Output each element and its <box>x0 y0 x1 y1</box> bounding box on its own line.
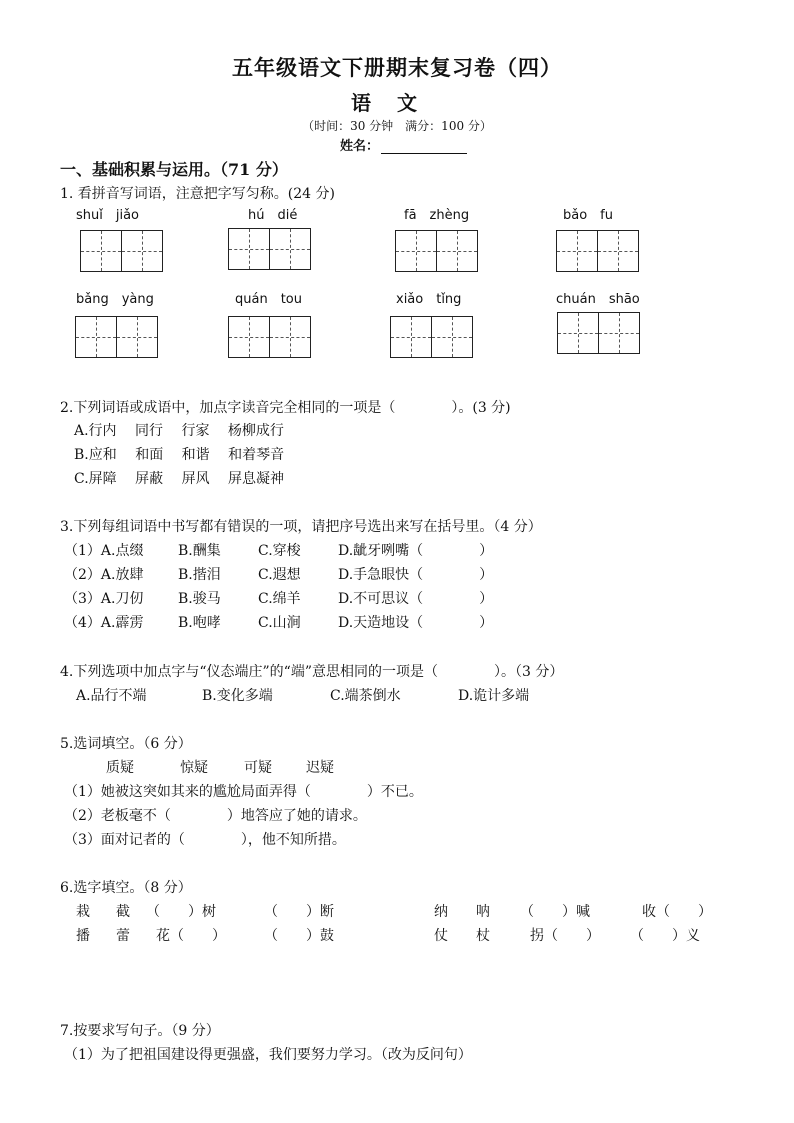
q6-char-6: 蕾 <box>116 928 130 944</box>
q4-prompt: 4.下列选项中加点字与“仪态端庄”的“端”意思相同的一项是（ ）。（3 分） <box>60 664 564 680</box>
q6-prompt: 6.选字填空。（8 分） <box>60 880 192 896</box>
q6-blank-3[interactable]: （ ）喊 <box>520 904 590 920</box>
q6-blank-4[interactable]: 收（ ） <box>642 904 712 920</box>
writing-grid-3[interactable] <box>395 230 478 272</box>
q5-prompt: 5.选词填空。（6 分） <box>60 736 192 752</box>
q3-row-1-d[interactable]: D.龇牙咧嘴（ ） <box>338 543 494 559</box>
pinyin-6: quán tou <box>235 292 302 307</box>
q6-char-4: 呐 <box>476 904 490 920</box>
writing-grid-6[interactable] <box>228 316 311 358</box>
pinyin-8: chuán shāo <box>556 292 640 307</box>
pinyin-1: shuǐ jiǎo <box>76 208 140 223</box>
q6-blank-7[interactable]: 拐（ ） <box>530 928 600 944</box>
writing-grid-8[interactable] <box>557 312 640 354</box>
q3-row-4-d[interactable]: D.天造地设（ ） <box>338 615 494 631</box>
q6-blank-2[interactable]: （ ）断 <box>264 904 334 920</box>
q4-option-d[interactable]: D.诡计多端 <box>458 688 530 704</box>
name-row <box>340 135 467 154</box>
pinyin-4: bǎo fu <box>563 208 613 223</box>
writing-grid-7[interactable] <box>390 316 473 358</box>
pinyin-2: hú dié <box>248 208 298 223</box>
writing-grid-2[interactable] <box>228 228 311 270</box>
writing-grid-1[interactable] <box>80 230 163 272</box>
q3-row-2-d[interactable]: D.手急眼快（ ） <box>338 567 494 583</box>
pinyin-5: bǎng yàng <box>76 292 154 307</box>
q6-blank-5[interactable]: 花（ ） <box>156 928 226 944</box>
writing-grid-4[interactable] <box>556 230 639 272</box>
q5-word-4: 迟疑 <box>306 760 334 776</box>
q7-prompt: 7.按要求写句子。（9 分） <box>60 1023 220 1039</box>
q2-option-a[interactable]: A.行内 同行 行家 杨柳成行 <box>74 423 284 439</box>
q6-char-2: 截 <box>116 904 130 920</box>
q3-row-3-d[interactable]: D.不可思议（ ） <box>338 591 494 607</box>
q6-blank-6[interactable]: （ ）鼓 <box>264 928 334 944</box>
q6-char-3: 纳 <box>434 904 448 920</box>
q3-row-4-c: C.山涧 <box>258 615 301 631</box>
q3-row-1-c: C.穿梭 <box>258 543 301 559</box>
q5-word-3: 可疑 <box>244 760 272 776</box>
q7-sentence-1: （1）为了把祖国建设得更强盛，我们要努力学习。（改为反问句） <box>64 1047 472 1063</box>
q6-char-5: 播 <box>76 928 90 944</box>
q6-char-1: 栽 <box>76 904 90 920</box>
q3-prompt: 3.下列每组词语中书写都有错误的一项，请把序号选出来写在括号里。（4 分） <box>60 519 542 535</box>
q3-row-2: （2）A.放肆 <box>64 567 144 583</box>
name-label: 姓名： <box>340 139 380 154</box>
name-field[interactable] <box>381 140 467 154</box>
q5-word-1: 质疑 <box>106 760 134 776</box>
exam-meta: （时间：30 分钟 满分：100 分） <box>302 119 492 133</box>
subject-heading: 语文 <box>351 91 443 115</box>
q3-row-4-b: B.咆哮 <box>178 615 221 631</box>
q5-sentence-2[interactable]: （2）老板毫不（ ）地答应了她的请求。 <box>64 808 367 824</box>
pinyin-7: xiǎo tǐng <box>396 292 462 307</box>
q6-char-8: 杖 <box>476 928 490 944</box>
q3-row-4: （4）A.霹雳 <box>64 615 144 631</box>
q6-char-7: 仗 <box>434 928 448 944</box>
section-1-title: 一、基础积累与运用。（71 分） <box>60 160 288 179</box>
q6-blank-8[interactable]: （ ）义 <box>630 928 700 944</box>
pinyin-3: fā zhèng <box>404 208 470 223</box>
q3-row-3-b: B.骏马 <box>178 591 221 607</box>
q4-option-b[interactable]: B.变化多端 <box>202 688 273 704</box>
q3-row-2-b: B.揩泪 <box>178 567 221 583</box>
q4-option-a[interactable]: A.品行不端 <box>76 688 147 704</box>
writing-grid-5[interactable] <box>75 316 158 358</box>
q2-option-c[interactable]: C.屏障 屏蔽 屏风 屏息凝神 <box>74 471 285 487</box>
q3-row-1: （1）A.点缀 <box>64 543 144 559</box>
exam-title: 五年级语文下册期末复习卷（四） <box>232 55 562 80</box>
q5-word-2: 惊疑 <box>180 760 208 776</box>
q3-row-2-c: C.遐想 <box>258 567 301 583</box>
q5-sentence-1[interactable]: （1）她被这突如其来的尴尬局面弄得（ ）不已。 <box>64 784 423 800</box>
q6-blank-1[interactable]: （ ）树 <box>146 904 216 920</box>
q3-row-3: （3）A.刀仞 <box>64 591 144 607</box>
q3-row-3-c: C.绵羊 <box>258 591 301 607</box>
q2-option-b[interactable]: B.应和 和面 和谐 和着琴音 <box>74 447 285 463</box>
q4-option-c[interactable]: C.端茶倒水 <box>330 688 401 704</box>
q1-prompt: 1. 看拼音写词语，注意把字写匀称。(24 分) <box>60 186 335 202</box>
q3-row-1-b: B.酬集 <box>178 543 221 559</box>
q2-prompt: 2.下列词语或成语中，加点字读音完全相同的一项是（ ）。(3 分) <box>60 400 511 416</box>
q5-sentence-3[interactable]: （3）面对记者的（ ），他不知所措。 <box>64 832 346 848</box>
